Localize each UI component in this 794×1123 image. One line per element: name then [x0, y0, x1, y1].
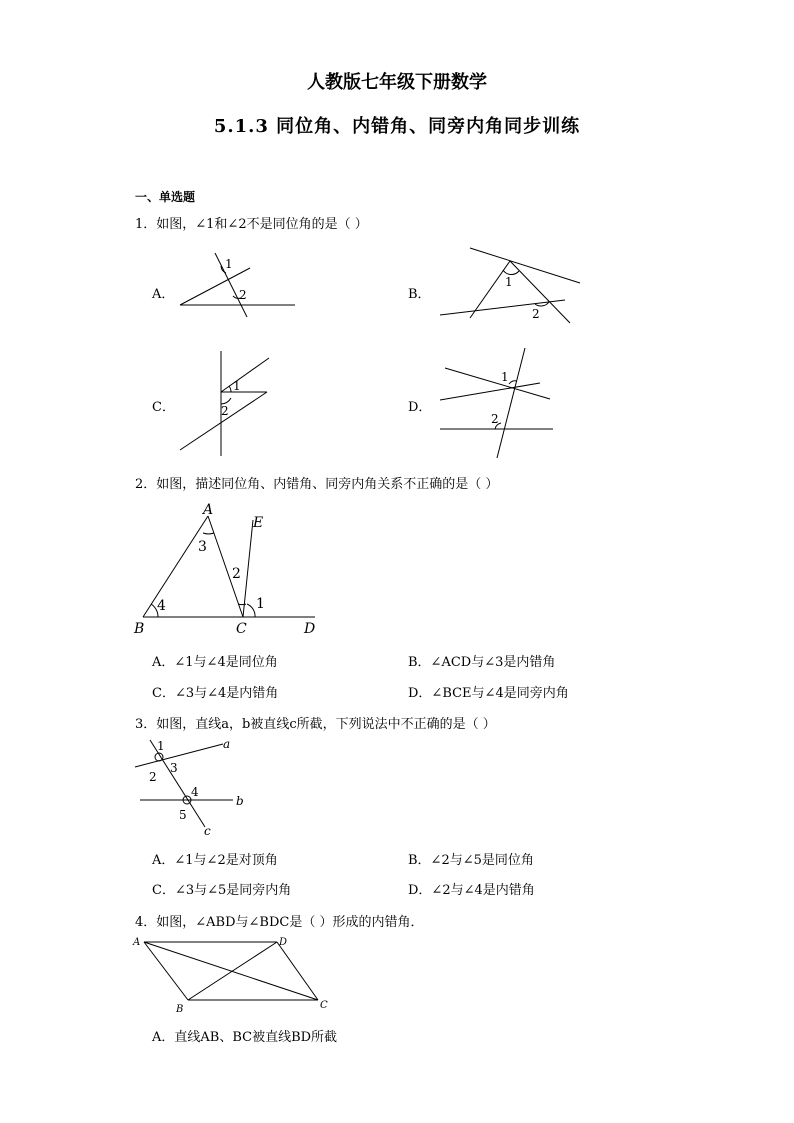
q4-option-a: A．直线AB、BC被直线BD所截 [152, 1030, 338, 1045]
q4-parallelogram-figure [130, 932, 340, 1017]
q3-transversal-figure [130, 735, 260, 840]
q2-point-c: C [236, 621, 247, 637]
q1b-label-2: 2 [532, 307, 540, 321]
q1-option-c-label: C． [152, 400, 175, 415]
q3-line-a: a [223, 737, 231, 751]
q3-angle-4: 4 [191, 785, 199, 799]
document-subtitle: 5.1.3 同位角、内错角、同旁内角同步训练 [213, 116, 581, 137]
q1a-label-1: 1 [225, 257, 233, 271]
q1-option-a-label: A． [152, 287, 175, 302]
section-heading: 一、单选题 [135, 190, 196, 204]
q3-line-c: c [204, 824, 211, 838]
q2-point-b: B [134, 621, 145, 637]
q2-triangle-figure [130, 500, 330, 640]
q4-point-b: B [176, 1004, 184, 1015]
q1d-label-1: 1 [501, 370, 509, 384]
q3-angle-5: 5 [179, 808, 187, 822]
q2-angle-4: 4 [157, 598, 166, 614]
q1-option-d-label: D． [408, 400, 432, 415]
q1c-label-1: 1 [233, 379, 241, 393]
question-3-stem: 3．如图，直线a，b被直线c所截，下列说法中不正确的是（ ） [135, 717, 496, 732]
q2-angle-3: 3 [198, 539, 207, 555]
q2-option-b: B．∠ACD与∠3是内错角 [408, 655, 556, 670]
q3-option-d: D．∠2与∠4是内错角 [408, 883, 535, 898]
q4-point-a: A [133, 937, 141, 948]
q3-line-b: b [236, 794, 244, 808]
q2-point-e: E [253, 515, 264, 531]
q2-option-d: D．∠BCE与∠4是同旁内角 [408, 686, 569, 701]
question-4-stem: 4．如图，∠ABD与∠BDC是（ ）形成的内错角． [135, 915, 424, 930]
q2-option-c: C．∠3与∠4是内错角 [152, 686, 279, 701]
q3-angle-1: 1 [157, 739, 165, 753]
q2-angle-1: 1 [256, 596, 265, 612]
q1-option-b-label: B． [408, 287, 431, 302]
q3-option-c: C．∠3与∠5是同旁内角 [152, 883, 292, 898]
q1a-label-2: 2 [239, 288, 247, 302]
q1-option-d-figure [435, 343, 560, 461]
q2-angle-2: 2 [232, 566, 241, 582]
q3-angle-3: 3 [170, 761, 178, 775]
q3-option-a: A．∠1与∠2是对顶角 [152, 853, 278, 868]
q1-option-b-figure [435, 243, 585, 328]
q2-point-d: D [304, 621, 316, 637]
q1-option-c-figure [175, 348, 275, 458]
q1c-label-2: 2 [221, 404, 229, 418]
document-title: 人教版七年级下册数学 [307, 72, 487, 93]
q2-option-a: A．∠1与∠4是同位角 [152, 655, 278, 670]
q2-point-a: A [203, 502, 214, 518]
q4-point-d: D [279, 937, 288, 948]
question-2-stem: 2．如图，描述同位角、内错角、同旁内角关系不正确的是（ ） [135, 477, 499, 492]
q1b-label-1: 1 [505, 275, 513, 289]
q3-angle-2: 2 [149, 770, 157, 784]
q3-option-b: B．∠2与∠5是同位角 [408, 853, 534, 868]
q4-point-c: C [320, 1000, 328, 1011]
q1d-label-2: 2 [491, 412, 499, 426]
q1-option-a-figure [175, 250, 305, 320]
question-1-stem: 1．如图，∠1和∠2不是同位角的是（ ） [135, 217, 368, 232]
